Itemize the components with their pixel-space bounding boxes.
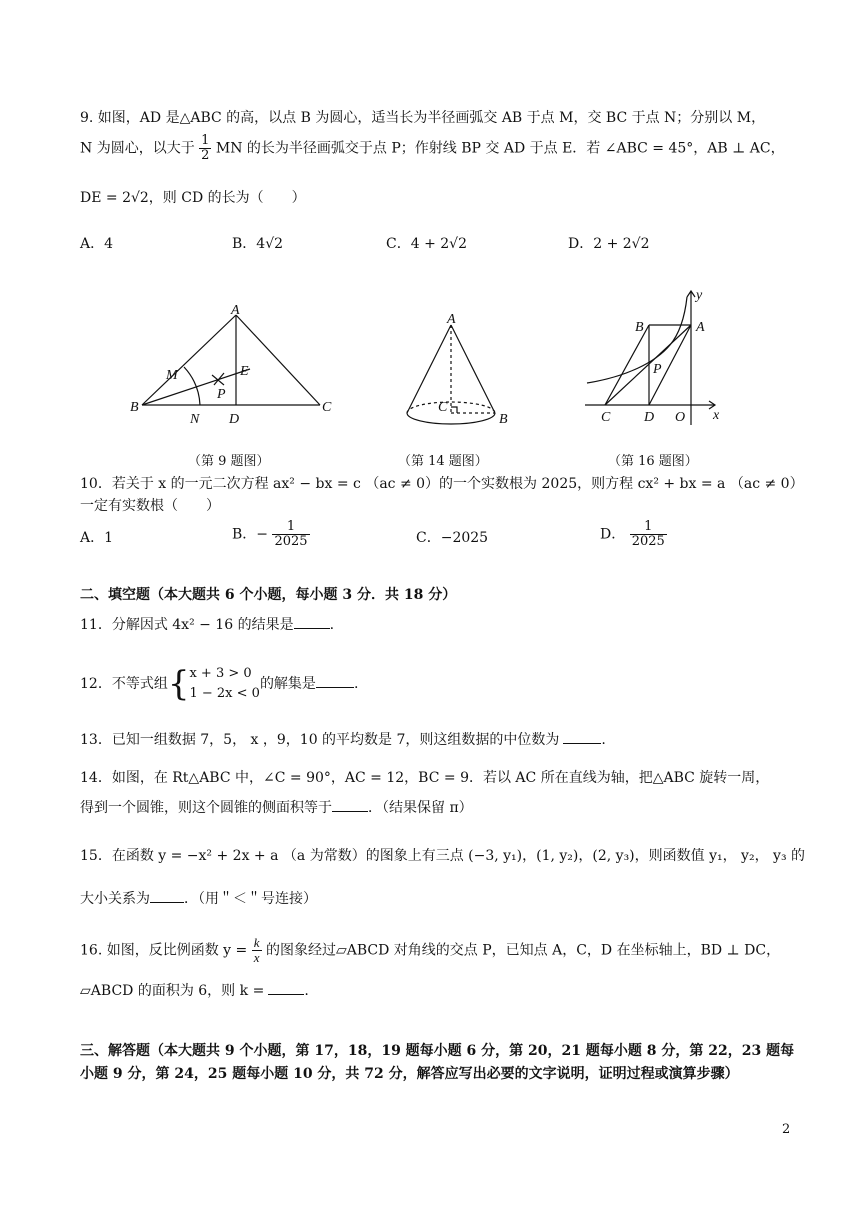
q11-answer-blank[interactable] bbox=[294, 614, 330, 629]
q9-option-c: C．4 + 2√2 bbox=[386, 236, 467, 252]
q10-option-d-prefix: D． bbox=[600, 526, 626, 543]
q10-option-b-fraction bbox=[272, 520, 309, 549]
page-number: 2 bbox=[782, 1122, 791, 1137]
q12-text: 12．不等式组 bbox=[80, 676, 168, 692]
q14-line2-post: ．（结果保留 π） bbox=[368, 800, 473, 816]
figure-9 bbox=[130, 305, 345, 430]
fig9-label-n: N bbox=[190, 412, 200, 427]
q12-post: 的解集是 bbox=[259, 676, 316, 692]
q16-frac-num: k bbox=[253, 935, 260, 950]
parallelogram-icon: ▱ bbox=[80, 983, 91, 999]
fig9-label-d: D bbox=[229, 412, 240, 427]
q9-option-d: D．2 + 2√2 bbox=[568, 236, 650, 252]
q12-system bbox=[189, 664, 259, 704]
fig14-slant-right bbox=[451, 325, 495, 413]
figure-16 bbox=[585, 285, 730, 430]
section-2-title: 二、填空题（本大题共 6 个小题，每小题 3 分．共 18 分） bbox=[80, 587, 457, 603]
q16-line2-pre: ABCD 的面积为 6，则 k = bbox=[90, 983, 265, 999]
q10-option-d-den: 2025 bbox=[631, 534, 665, 549]
section-3-line2: 小题 9 分，第 24，25 题每小题 10 分，共 72 分，解答应写出必要的文字说明，证明过程或演算步骤） bbox=[80, 1066, 739, 1082]
fig9-label-e: E bbox=[240, 364, 249, 379]
fig16-diagonal-ca bbox=[605, 325, 691, 405]
fig9-label-c: C bbox=[322, 400, 332, 415]
q12-answer-blank[interactable] bbox=[316, 673, 354, 688]
q16-pre: 16. 如图，反比例函数 y = bbox=[80, 942, 248, 959]
fig9-label-p: P bbox=[217, 387, 226, 402]
q12-end: . bbox=[353, 676, 359, 692]
fig16-label-a: A bbox=[696, 320, 705, 335]
fig16-label-y: y bbox=[696, 288, 703, 303]
q9-fraction bbox=[199, 134, 211, 163]
q9-line2-pre: N 为圆心，以大于 bbox=[80, 140, 195, 157]
q10-option-a: A．1 bbox=[80, 530, 114, 546]
q14-line2-pre: 得到一个圆锥，则这个圆锥的侧面积等于 bbox=[80, 800, 332, 816]
q12-row1: x + 3 > 0 bbox=[189, 666, 252, 681]
fig16-side-cb bbox=[605, 325, 649, 405]
q9-option-b: B．4√2 bbox=[232, 236, 284, 252]
fig14-label-a: A bbox=[447, 312, 456, 327]
q13 bbox=[80, 729, 606, 750]
q16-fraction bbox=[252, 936, 262, 965]
fig16-label-o: O bbox=[675, 410, 686, 425]
q15-line1: 15．在函数 y = −x² + 2x + a （a 为常数）的图象上有三点 (−3, y₁)，(1, y₂)，(2, y₃)，则函数值 y₁， y₂， y₃ 的 bbox=[80, 848, 806, 864]
q10-line1: 10．若关于 x 的一元二次方程 ax² − bx = c （ac ≠ 0）的一个实数根为 2025，则方程 cx² + bx = a （ac ≠ 0） bbox=[80, 476, 804, 492]
parallelogram-icon: ▱ bbox=[335, 942, 347, 959]
q16-post: 的图象经过 bbox=[265, 942, 336, 959]
q9-line3: DE = 2√2，则 CD 的长为（ ） bbox=[80, 190, 306, 206]
fig14-label-c: C bbox=[438, 400, 448, 415]
q12-brace-icon: { bbox=[167, 664, 190, 704]
fig16-caption: （第 16 题图） bbox=[608, 454, 698, 469]
q16-line2 bbox=[80, 980, 309, 1001]
q16-answer-blank[interactable] bbox=[268, 980, 304, 995]
q10-option-b-den: 2025 bbox=[274, 534, 308, 549]
q9-line2 bbox=[80, 134, 785, 163]
q16-frac-den: x bbox=[253, 950, 260, 965]
q10-option-d-fraction bbox=[630, 520, 667, 549]
q10-option-b bbox=[232, 520, 310, 549]
q16-line2-end: . bbox=[304, 983, 309, 999]
figure-14 bbox=[395, 305, 520, 430]
q11-text: 11．分解因式 4x² − 16 的结果是 bbox=[80, 617, 294, 633]
fig9-segment-ac bbox=[236, 315, 320, 405]
q14-line1: 14．如图，在 Rt△ABC 中，∠C = 90°，AC = 12，BC = 9．若以 AC 所在直线为轴，把△ABC 旋转一周， bbox=[80, 770, 770, 786]
q15-line2-pre: 大小关系为 bbox=[80, 891, 150, 907]
q11-end: . bbox=[329, 617, 335, 633]
fig9-label-a: A bbox=[231, 305, 240, 318]
q15-line2 bbox=[80, 888, 317, 909]
q13-answer-blank[interactable] bbox=[563, 729, 601, 744]
q14-answer-blank[interactable] bbox=[332, 797, 368, 812]
q13-text: 13．已知一组数据 7，5， x ，9，10 的平均数是 7，则这组数据的中位数为 bbox=[80, 732, 560, 748]
fig16-label-d: D bbox=[644, 410, 655, 425]
fig14-caption: （第 14 题图） bbox=[398, 454, 488, 469]
q15-answer-blank[interactable] bbox=[150, 888, 184, 903]
fig9-label-m: M bbox=[166, 368, 178, 383]
q16-post2: ABCD 对角线的交点 P，已知点 A，C，D 在坐标轴上，BD ⊥ DC， bbox=[346, 942, 781, 959]
fig16-hyperbola bbox=[587, 297, 687, 383]
fig14-label-b: B bbox=[499, 412, 508, 427]
fig16-label-x: x bbox=[713, 408, 720, 423]
q10-line2: 一定有实数根（ ） bbox=[80, 498, 220, 514]
q9-line2-post: MN 的长为半径画弧交于点 P；作射线 BP 交 AD 于点 E．若 ∠ABC = 45°，AB ⊥ AC， bbox=[215, 140, 785, 157]
q15-line2-post: ．（用＂＜＂号连接） bbox=[184, 891, 317, 907]
q10-option-c: C．−2025 bbox=[416, 530, 489, 546]
q10-option-d-num: 1 bbox=[630, 520, 667, 535]
q14-line2 bbox=[80, 797, 473, 818]
fig16-label-p: P bbox=[653, 362, 662, 377]
q12-row2: 1 − 2x < 0 bbox=[189, 686, 260, 701]
fig16-label-c: C bbox=[601, 410, 611, 425]
q9-option-a: A．4 bbox=[80, 236, 114, 252]
q16-line1 bbox=[80, 936, 780, 965]
fig9-caption: （第 9 题图） bbox=[188, 454, 270, 469]
q10-option-d bbox=[600, 520, 667, 549]
fig14-right-angle-mark bbox=[451, 407, 457, 413]
q9-line1: 9. 如图，AD 是△ABC 的高，以点 B 为圆心，适当长为半径画弧交 AB 于点 M，交 BC 于点 N；分别以 M， bbox=[80, 110, 766, 126]
q9-frac-num: 1 bbox=[201, 133, 210, 148]
fig14-base-front bbox=[407, 413, 495, 424]
q13-end: . bbox=[601, 732, 606, 748]
section-3-line1: 三、解答题（本大题共 9 个小题，第 17，18，19 题每小题 6 分，第 20，21 题每小题 8 分，第 22，23 题每 bbox=[80, 1043, 795, 1059]
fig16-label-b: B bbox=[635, 320, 644, 335]
q9-frac-den: 2 bbox=[201, 148, 210, 163]
q12 bbox=[80, 664, 358, 704]
q10-option-b-num: 1 bbox=[272, 520, 309, 535]
q11 bbox=[80, 614, 334, 635]
fig9-label-b: B bbox=[130, 400, 139, 415]
q10-option-b-prefix: B．− bbox=[232, 526, 269, 543]
